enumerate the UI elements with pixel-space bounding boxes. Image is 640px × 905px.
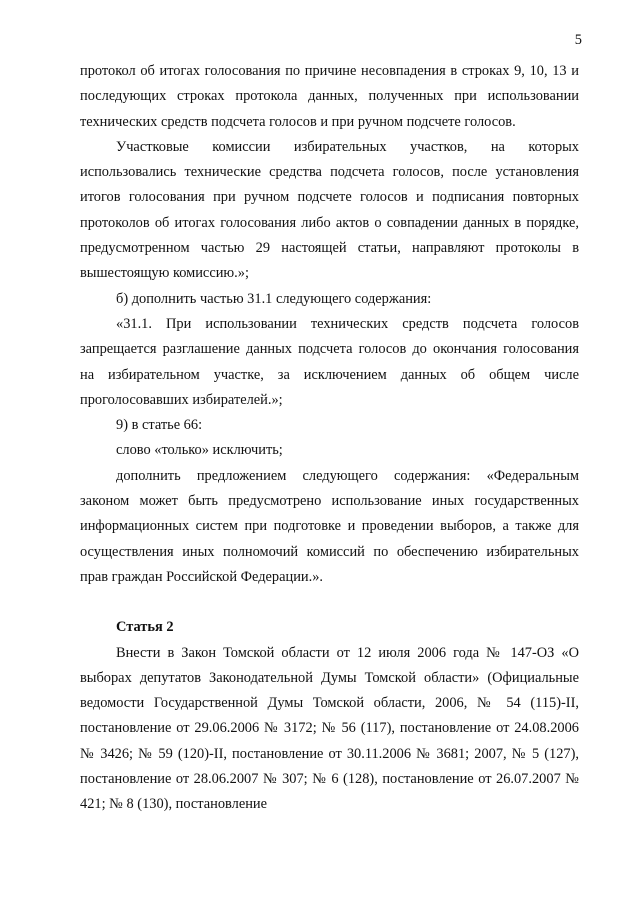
page-number: 5 xyxy=(574,32,582,48)
paragraph-article-66: 9) в статье 66: xyxy=(116,417,203,434)
paragraph-31-1-text: «31.1. При использовании технических средств подсчета голосов запрещается разглашение данных подсчета голосов до окончания голосования на избирательном участке, за исключением данных об общем числе проголосовавших избирателей.»; xyxy=(80,315,579,408)
article-heading: Статья 2 xyxy=(116,619,174,636)
document-body xyxy=(80,59,579,818)
paragraph-amend-law: Внести в Закон Томской области от 12 июля 2006 года № 147-ОЗ «О выборах депутатов Законодательной Думы Томской области» (Официальные ведомости Государственной Думы Томской области, 2006, № 54 (115)-II, постановление от 29.06.2006 № 3172; № 56 (117), постановление от 24.08.2006 № 3426; № 59 (120)-II, постановление от 30.11.2006 № 3681; 2007, № 5 (127), постановление от 28.06.2007 № 307; № 6 (128), постановление от 26.07.2007 № 421; № 8 (130), постановление xyxy=(80,644,579,813)
paragraph-add-sentence: дополнить предложением следующего содержания: «Федеральным законом может быть предусмотрено использование иных государственных информационных систем при подготовке и проведении выборов, а также для осуществления иных полномочий комиссий по обеспечению избирательных прав граждан Российской Федерации.». xyxy=(80,467,579,585)
paragraph-remove-word: слово «только» исключить; xyxy=(116,442,283,459)
paragraph-protocol-mismatch: протокол об итогах голосования по причине несовпадения в строках 9, 10, 13 и последующих строках протокола данных, полученных при использовании технических средств подсчета голосов и при ручном подсчете голосов. xyxy=(80,63,579,130)
paragraph-amend-31-1: б) дополнить частью 31.1 следующего содержания: xyxy=(116,290,432,307)
paragraph-precinct-commissions: Участковые комиссии избирательных участков, на которых использовались технические средства подсчета голосов, после установления итогов голосования при ручном подсчете голосов и подписания повторных протоколов об итогах голосования либо актов о совпадении данных в порядке, предусмотренном частью 29 настоящей статьи, направляют протоколы в вышестоящую комиссию.»; xyxy=(80,138,579,282)
